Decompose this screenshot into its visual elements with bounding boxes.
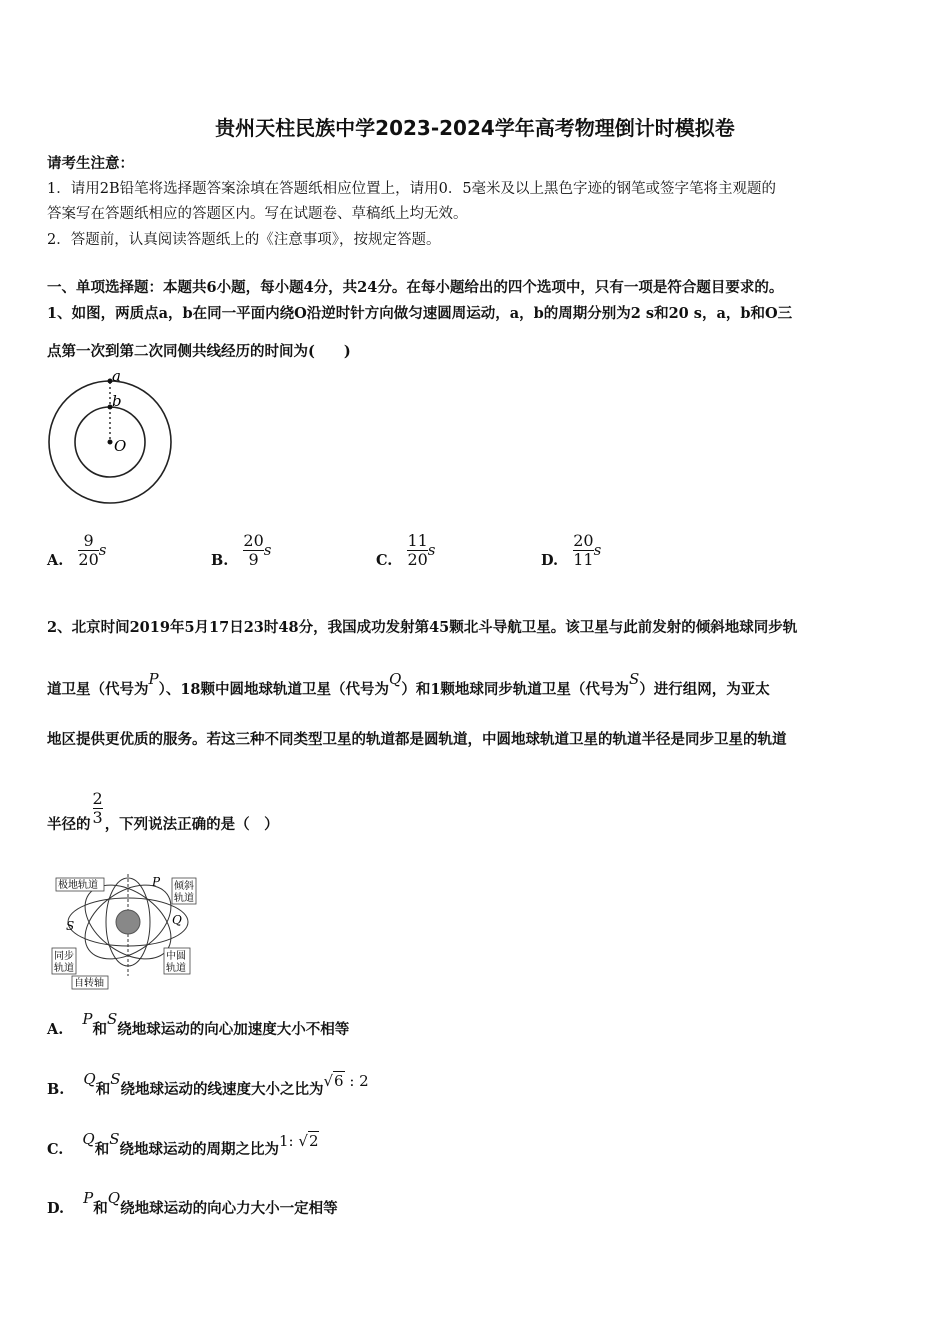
option-unit: s xyxy=(427,541,436,559)
label-p: P xyxy=(152,875,161,889)
q2-option-c[interactable] xyxy=(47,1130,319,1159)
option-label: B. xyxy=(47,1081,65,1098)
label-incline-2: 轨道 xyxy=(174,893,194,904)
option-label: C. xyxy=(47,1141,64,1158)
q1-option-a[interactable] xyxy=(47,532,106,569)
label-mid-2: 轨道 xyxy=(166,963,186,974)
q2-text: ）和1颗地球同步轨道卫星（代号为 xyxy=(401,681,629,698)
fraction-numerator: 9 xyxy=(83,531,94,550)
symbol-q: Q xyxy=(389,670,402,688)
earth-icon xyxy=(116,910,140,934)
notice-line-1: 1．请用2B铅笔将选择题答案涂填在答题纸相应位置上，请用0．5毫米及以上黑色字迹的钢笔或签字笔将主观题的 xyxy=(47,181,777,197)
option-label: C. xyxy=(376,552,393,569)
q2-text: ，下列说法正确的是（ ） xyxy=(104,815,279,833)
q2-option-a[interactable] xyxy=(47,1010,350,1039)
q2-stem-line-4 xyxy=(47,789,279,833)
option-math: 1: √2 xyxy=(279,1132,319,1150)
q2-text: ）、18颗中圆地球轨道卫星（代号为 xyxy=(158,681,390,698)
option-fraction xyxy=(243,532,263,569)
symbol-s: S xyxy=(628,670,640,688)
option-text: 绕地球运动的向心加速度大小不相等 xyxy=(117,1021,350,1038)
q2-option-b[interactable] xyxy=(47,1070,369,1099)
q2-orbit-figure xyxy=(48,872,208,994)
option-fraction xyxy=(573,532,593,569)
notice-heading: 请考生注意： xyxy=(47,155,134,172)
q1-option-d[interactable] xyxy=(541,532,601,569)
option-label: A. xyxy=(47,552,64,569)
fraction-denominator: 11 xyxy=(573,550,594,569)
symbol-1: P xyxy=(82,1010,93,1028)
label-o: O xyxy=(114,437,127,455)
q1-option-c[interactable] xyxy=(376,532,436,569)
fraction-numerator: 2 xyxy=(92,789,103,808)
fraction-two-thirds xyxy=(93,790,103,827)
symbol-2: S xyxy=(110,1070,121,1088)
sqrt-two: √2 xyxy=(298,1132,319,1150)
q1-option-b[interactable] xyxy=(211,532,271,569)
fraction-denominator: 20 xyxy=(407,550,428,569)
label-a: a xyxy=(112,368,121,385)
option-conj: 和 xyxy=(95,1081,111,1098)
q2-text: 半径的 xyxy=(47,815,91,833)
label-s: S xyxy=(66,919,75,933)
q1-circular-motion-figure xyxy=(40,368,180,508)
fraction-numerator: 20 xyxy=(573,531,594,550)
symbol-1: P xyxy=(83,1189,94,1207)
q1-stem-line-1: 1、如图，两质点a，b在同一平面内绕O沿逆时针方向做匀速圆周运动，a，b的周期分别为2 s和20 s，a，b和O三 xyxy=(47,305,793,322)
label-b: b xyxy=(112,392,122,410)
label-sync-2: 轨道 xyxy=(54,963,74,974)
option-fraction xyxy=(78,532,98,569)
option-conj: 和 xyxy=(92,1021,107,1038)
option-fraction xyxy=(407,532,427,569)
label-polar-orbit: 极地轨道 xyxy=(58,880,98,891)
fraction-denominator: 20 xyxy=(78,550,99,569)
q2-stem-line-2 xyxy=(47,670,770,699)
option-conj: 和 xyxy=(93,1200,108,1217)
option-text: 绕地球运动的线速度大小之比为 xyxy=(120,1081,324,1098)
point-o xyxy=(108,440,113,445)
section-heading: 一、单项选择题：本题共6小题，每小题4分，共24分。在每小题给出的四个选项中，只有一项是符合题目要求的。 xyxy=(47,279,784,296)
page-title: 贵州天柱民族中学2023-2024学年高考物理倒计时模拟卷 xyxy=(215,116,735,140)
fraction-numerator: 20 xyxy=(243,531,264,550)
symbol-2: Q xyxy=(107,1189,121,1207)
label-mid-1: 中圆 xyxy=(166,951,186,962)
option-conj: 和 xyxy=(94,1141,110,1158)
option-unit: s xyxy=(263,541,272,559)
option-label: A. xyxy=(47,1021,64,1038)
symbol-2: S xyxy=(106,1010,118,1028)
symbol-p: P xyxy=(148,670,159,688)
option-label: D. xyxy=(541,552,559,569)
option-label: D. xyxy=(47,1200,65,1217)
label-q: Q xyxy=(172,913,182,927)
option-unit: s xyxy=(98,541,107,559)
q2-text: ）进行组网，为亚太 xyxy=(639,681,770,698)
sqrt-six: √6 xyxy=(323,1072,344,1090)
q2-option-d[interactable] xyxy=(47,1189,338,1218)
fraction-denominator: 3 xyxy=(92,808,103,827)
label-incline-1: 倾斜 xyxy=(174,881,194,892)
label-sync-1: 同步 xyxy=(54,951,74,962)
notice-line-2: 答案写在答题纸相应的答题区内。写在试题卷、草稿纸上均无效。 xyxy=(47,206,468,222)
symbol-1: Q xyxy=(82,1130,95,1148)
fraction-numerator: 11 xyxy=(407,531,428,550)
symbol-1: Q xyxy=(83,1070,96,1088)
notice-line-3: 2．答题前，认真阅读答题纸上的《注意事项》，按规定答题。 xyxy=(47,232,441,248)
option-text: 绕地球运动的周期之比为 xyxy=(119,1141,279,1158)
fraction-denominator: 9 xyxy=(243,550,263,569)
option-unit: s xyxy=(593,541,602,559)
option-math: √6 : 2 xyxy=(323,1072,369,1090)
option-label: B. xyxy=(211,552,229,569)
q2-stem-line-3: 地区提供更优质的服务。若这三种不同类型卫星的轨道都是圆轨道，中圆地球轨道卫星的轨道半径是同步卫星的轨道 xyxy=(47,731,787,748)
option-text: 绕地球运动的向心力大小一定相等 xyxy=(120,1200,338,1217)
q2-stem-line-1: 2、北京时间2019年5月17日23时48分，我国成功发射第45颗北斗导航卫星。该卫星与此前发射的倾斜地球同步轨 xyxy=(47,619,798,636)
label-axis: 自转轴 xyxy=(74,978,104,989)
q1-stem-line-2: 点第一次到第二次同侧共线经历的时间为( ) xyxy=(47,343,351,360)
symbol-2: S xyxy=(109,1130,120,1148)
q2-text: 道卫星（代号为 xyxy=(47,681,149,698)
